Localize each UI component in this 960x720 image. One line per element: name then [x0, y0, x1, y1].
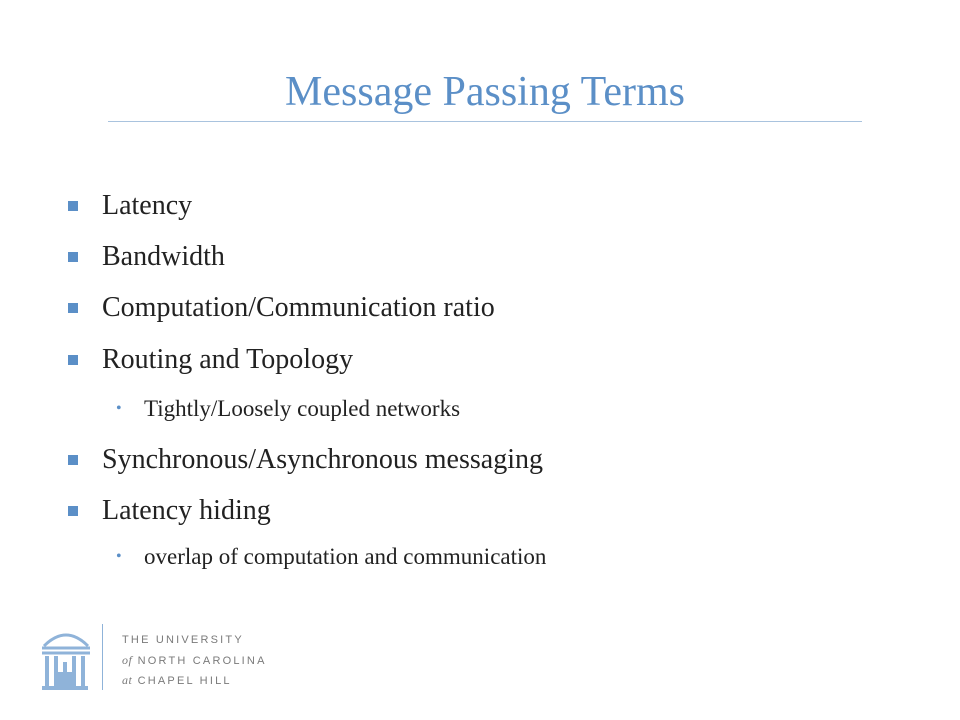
- bullet-item: [68, 493, 271, 529]
- logo-line-1: THE UNIVERSITY: [122, 634, 244, 646]
- bullet-text: Bandwidth: [102, 241, 225, 272]
- slide-title: Message Passing Terms: [285, 69, 685, 115]
- dot-bullet-icon: •: [116, 400, 122, 417]
- bullet-text: Latency: [102, 190, 193, 221]
- university-logo: [40, 622, 300, 694]
- logo-line-3-prefix: at: [122, 673, 133, 687]
- old-well-icon: [40, 622, 92, 692]
- bullet-text: Latency hiding: [102, 495, 271, 526]
- logo-line-2-text: NORTH CAROLINA: [137, 655, 267, 667]
- bullet-item: [68, 239, 225, 275]
- sub-bullet-item: [116, 542, 546, 572]
- sub-bullet-text: overlap of computation and communication: [144, 544, 547, 569]
- square-bullet-icon: [68, 201, 78, 211]
- square-bullet-icon: [68, 506, 78, 516]
- bullet-text: Routing and Topology: [102, 344, 354, 375]
- logo-divider: [102, 624, 103, 690]
- square-bullet-icon: [68, 303, 78, 313]
- square-bullet-icon: [68, 252, 78, 262]
- bullet-item: [68, 442, 543, 478]
- bullet-text: Synchronous/Asynchronous messaging: [102, 444, 543, 475]
- square-bullet-icon: [68, 455, 78, 465]
- logo-line-2-prefix: of: [122, 653, 133, 667]
- bullet-item: [68, 188, 192, 224]
- sub-bullet-item: [116, 394, 460, 424]
- bullet-item: [68, 342, 353, 378]
- logo-line-2: [122, 650, 267, 670]
- square-bullet-icon: [68, 355, 78, 365]
- bullet-text: Computation/Communication ratio: [102, 292, 495, 323]
- bullet-item: [68, 290, 495, 326]
- dot-bullet-icon: •: [116, 548, 122, 565]
- logo-wordmark: [122, 630, 267, 690]
- logo-line-3-text: CHAPEL HILL: [137, 675, 232, 687]
- logo-line-3: [122, 670, 267, 690]
- sub-bullet-text: Tightly/Loosely coupled networks: [144, 396, 461, 421]
